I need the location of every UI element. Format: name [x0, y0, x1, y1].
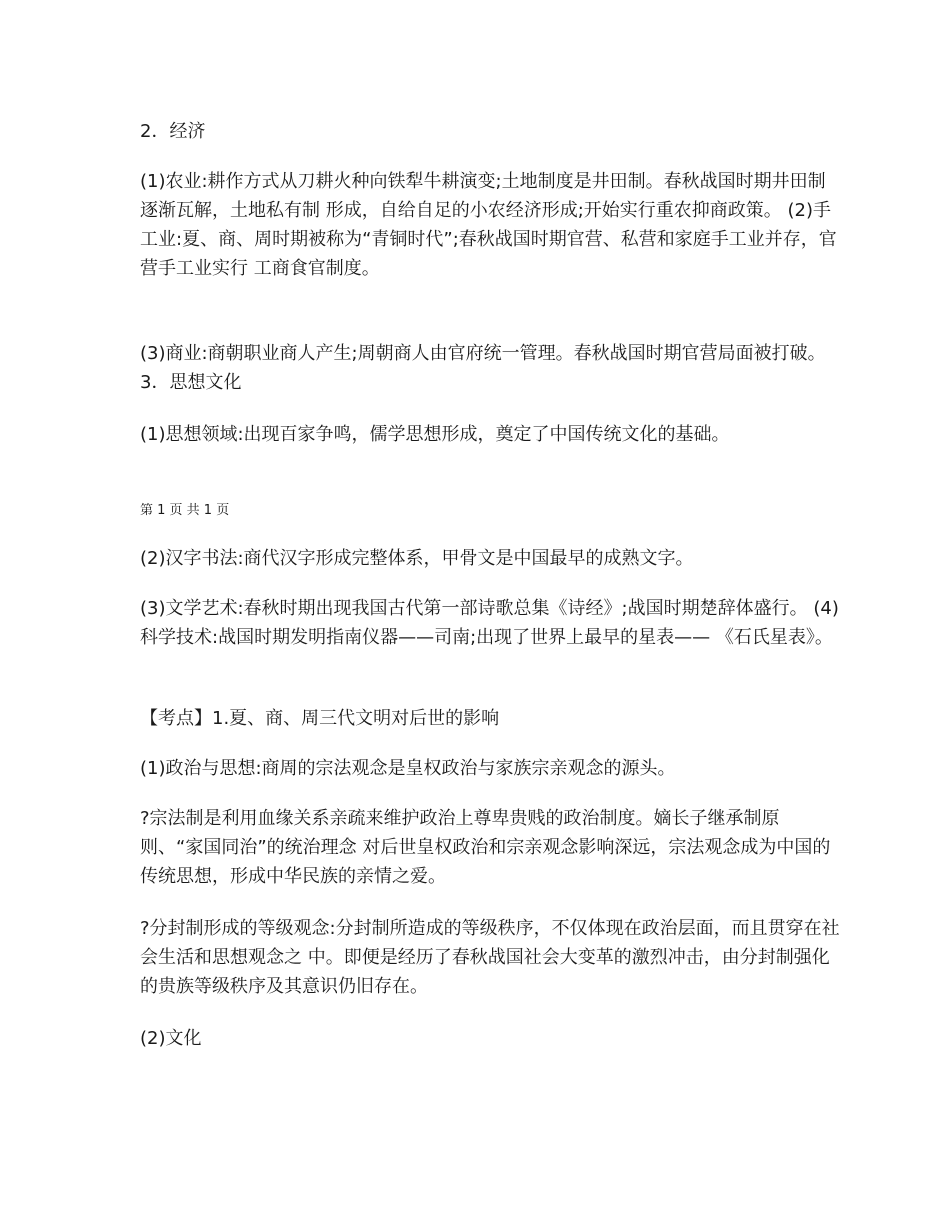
section-heading-economy: 2．经济: [140, 121, 206, 142]
paragraph-literature-science: (3)文学艺术:春秋时期出现我国古代第一部诗歌总集《诗经》;战国时期楚辞体盛行。 (4)科学技术:战国时期发明指南仪器——司南;出现了世界上最早的星表—— 《石氏星表》。: [140, 598, 839, 648]
paragraph-exam-point: 【考点】1.夏、商、周三代文明对后世的影响: [140, 708, 500, 729]
paragraph-politics-thought: (1)政治与思想:商周的宗法观念是皇权政治与家族宗亲观念的源头。: [140, 758, 676, 779]
paragraph-culture: (2)文化: [140, 1028, 202, 1049]
paragraph-clan-system: ?宗法制是利用血缘关系亲疏来维护政治上尊卑贵贱的政治制度。嫡长子继承制原则、“家国同治”的统治理念 对后世皇权政治和宗亲观念影响深远，宗法观念成为中国的传统思想，形成中华民族的亲情之爱。: [140, 808, 831, 887]
paragraph-thought: (1)思想领域:出现百家争鸣，儒学思想形成，奠定了中国传统文化的基础。: [140, 424, 730, 445]
paragraph-writing: (2)汉字书法:商代汉字形成完整体系，甲骨文是中国最早的成熟文字。: [140, 548, 694, 569]
paragraph-feudal-hierarchy: ?分封制形成的等级观念:分封制所造成的等级秩序，不仅体现在政治层面，而且贯穿在社会生活和思想观念之 中。即便是经历了春秋战国社会大变革的激烈冲击，由分封制强化的贵族等级秩序及其意识仍旧存在。: [140, 918, 840, 997]
paragraph-agriculture-handicraft: (1)农业:耕作方式从刀耕火种向铁犁牛耕演变;土地制度是井田制。春秋战国时期井田制逐渐瓦解，土地私有制 形成，自给自足的小农经济形成;开始实行重农抑商政策。 (2)手工业:夏、商、周时期被称为“青铜时代”;春秋战国时期官营、私营和家庭手工业并存，官营手工业实行 工商食官制度。: [140, 171, 837, 279]
paragraph-commerce: (3)商业:商朝职业商人产生;周朝商人由官府统一管理。春秋战国时期官营局面被打破。 3．思想文化: [140, 343, 826, 393]
page-footer: 第 1 页 共 1 页: [140, 503, 230, 518]
